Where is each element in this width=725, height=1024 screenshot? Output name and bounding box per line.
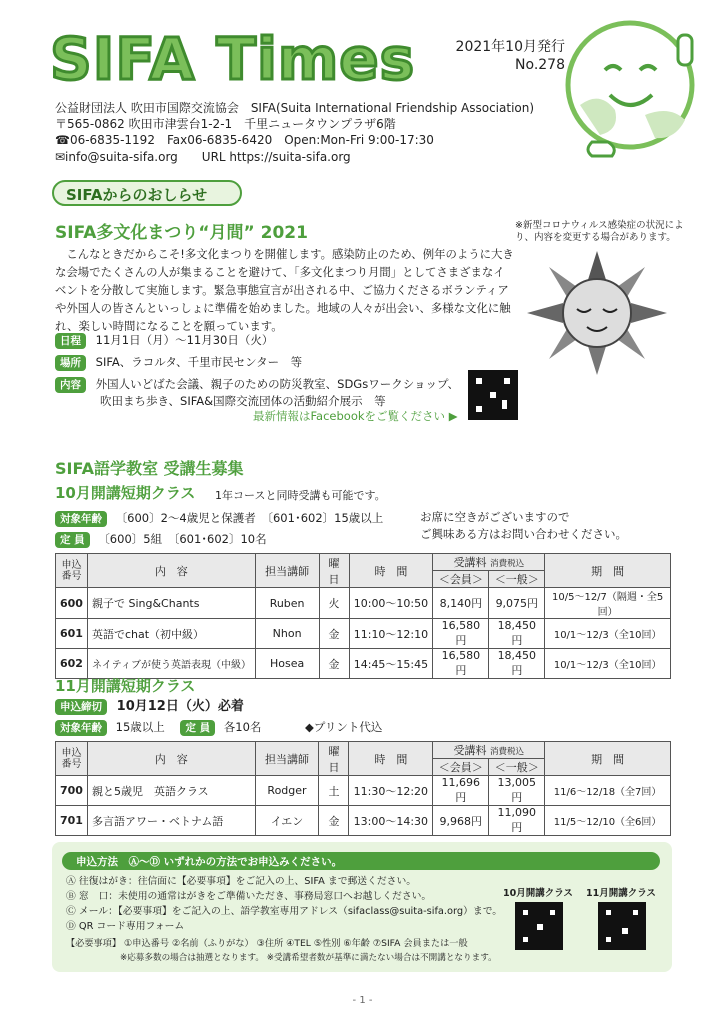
age-tag: 対象年齢 — [55, 511, 107, 527]
org-email-url: ✉info@suita-sifa.org URL https://suita-sifa.org — [55, 149, 351, 164]
org-address: 〒565-0862 吹田市津雲台1-2-1 千里ニュータウンプラザ6階 — [55, 117, 396, 132]
col-period: 期 間 — [545, 554, 671, 588]
logo: SIFA Times — [50, 25, 416, 93]
org-info — [55, 100, 534, 165]
qr-label-nov: 11月開講クラス — [586, 888, 656, 899]
nov-class-table — [55, 741, 671, 836]
capacity-value: 〔600〕5組 〔601･602〕10名 — [98, 532, 267, 546]
col-member: ＜会員＞ — [433, 571, 489, 588]
col-fee: 受講料 消費税込 — [433, 554, 545, 571]
sun-illustration-icon — [522, 248, 672, 378]
col-fee: 受講料 消費税込 — [433, 742, 545, 759]
col-member: ＜会員＞ — [433, 759, 489, 776]
date-tag: 日程 — [55, 333, 86, 349]
language-title: SIFA語学教室 受講生募集 — [55, 459, 244, 478]
capacity-tag: 定 員 — [180, 720, 215, 736]
capacity-tag: 定 員 — [55, 532, 90, 548]
required-items: 【必要事項】 ①申込番号 ②名前（ふりがな） ③住所 ④TEL ⑤性別 ⑥年齢 ⑦SIFA 会員または一般 — [66, 938, 468, 949]
col-day: 曜日 — [319, 742, 349, 776]
age-tag: 対象年齢 — [55, 720, 107, 736]
deadline-row — [55, 697, 244, 716]
place-tag: 場所 — [55, 355, 86, 371]
section-heading: SIFAからのおしらせ — [52, 180, 242, 206]
table-row: 701 多言語アワー・ベトナム語 イエン 金 13:00～14:30 9,968円 11,090円 11/5～12/10（全6回） — [56, 806, 671, 836]
table-row: 602 ネイティブが使う英語表現（中級） Hosea 金 14:45～15:45 16,580円 18,450円 10/1～12/3（全10回） — [56, 649, 671, 679]
table-row: 601 英語でchat（初中級） Nhon 金 11:10～12:10 16,580円 18,450円 10/1～12/3（全10回） — [56, 619, 671, 649]
print-fee-note: ◆プリント代込 — [305, 720, 383, 734]
col-period: 期 間 — [545, 742, 671, 776]
qr-code-icon[interactable] — [598, 902, 646, 950]
col-content: 内 容 — [87, 554, 255, 588]
content-line-2: 吹田まち歩き、SIFA&国際交流団体の活動紹介展示 等 — [100, 394, 386, 408]
oct-class-title: 10月開講短期クラス — [55, 484, 196, 502]
table-row: 600 親子で Sing&Chants Ruben 火 10:00～10:50 8,140円 9,075円 10/5～12/7（隔週・全5回） — [56, 588, 671, 619]
oct-class-subtitle: 1年コースと同時受講も可能です。 — [215, 489, 386, 502]
content-line-1: 外国人いどばた会議、親子のための防災教室、SDGsワークショップ、 — [95, 377, 460, 391]
col-day: 曜日 — [319, 554, 349, 588]
deadline-value: 10月12日（火）必着 — [116, 699, 244, 714]
age-value: 〔600〕2～4歳児と保護者 〔601･602〕15歳以上 — [115, 511, 384, 525]
content-tag: 内容 — [55, 377, 86, 393]
place-value: SIFA、ラコルタ、千里市民センター 等 — [95, 355, 303, 369]
content-row — [55, 375, 459, 393]
qr-code-icon[interactable] — [468, 370, 518, 420]
col-general: ＜一般＞ — [489, 759, 545, 776]
col-teacher: 担当講師 — [255, 554, 319, 588]
smiling-globe-mascot-icon — [560, 10, 700, 160]
deadline-tag: 申込締切 — [55, 699, 107, 715]
col-no: 申込番号 — [56, 742, 88, 776]
date-value: 11月1日（月）～11月30日（火） — [95, 333, 274, 347]
apply-method-bar: 申込方法 Ⓐ～Ⓓ いずれかの方法でお申込みください。 — [62, 852, 660, 870]
vacancy-note-1: お席に空きがございますので — [420, 510, 570, 524]
covid-note: ※新型コロナウィルス感染症の状況により、内容を変更する場合があります。 — [515, 220, 684, 243]
nov-class-title: 11月開講短期クラス — [55, 677, 196, 695]
facebook-link[interactable]: 最新情報はFacebookをご覧ください ▶ — [253, 409, 458, 423]
issue-date: 2021年10月発行 — [455, 39, 565, 55]
vacancy-note-2: ご興味ある方はお問い合わせください。 — [420, 527, 627, 541]
oct-capacity-row — [55, 530, 267, 548]
apply-method-postcard: Ⓐ 往復はがき：往信面に【必要事項】をご記入の上、SIFA まで郵送ください。 — [66, 876, 417, 887]
col-content: 内 容 — [87, 742, 255, 776]
apply-method-email: Ⓒ メール：【必要事項】をご記入の上、語学教室専用アドレス（sifaclass@suita-sifa.org）まで。 — [66, 906, 503, 917]
oct-class-table — [55, 553, 671, 679]
festival-description: こんなときだからこそ!多文化まつりを開催します。感染防止のため、例年のように大きな会場でたくさんの人が集まることを避けて、「多文化まつり月間」としてさまざまなイベントを分散して実施します。緊急事態宣言が出される中、ご協力くださるボランティアや外国人の皆さんといっしょに準備を始めました。地域の人々が出会い、多様な文化に触れ、楽しい時間になることを願っています。 — [55, 247, 514, 333]
qr-code-icon[interactable] — [515, 902, 563, 950]
issue-number: No.278 — [515, 57, 565, 73]
age-value: 15歳以上 — [115, 720, 165, 734]
col-no: 申込番号 — [56, 554, 88, 588]
col-time: 時 間 — [349, 554, 433, 588]
apply-method-counter: Ⓑ 窓 口：未使用の通常はがきをご準備いただき、事務局窓口へお越しください。 — [66, 891, 432, 902]
page-number: - 1 - — [352, 995, 373, 1006]
oct-age-row — [55, 509, 383, 527]
col-time: 時 間 — [349, 742, 433, 776]
col-teacher: 担当講師 — [255, 742, 319, 776]
org-phone: ☎06-6835-1192 Fax06-6835-6420 Open:Mon-Fri 9:00-17:30 — [55, 133, 434, 148]
date-row — [55, 331, 273, 349]
col-general: ＜一般＞ — [489, 571, 545, 588]
capacity-value: 各10名 — [223, 720, 262, 734]
lottery-note: ※応募多数の場合は抽選となります。 ※受講希望者数が基準に満たない場合は不開講となります。 — [120, 953, 497, 963]
table-row: 700 親と5歳児 英語クラス Rodger 土 11:30～12:20 11,696円 13,005円 11/6～12/18（全7回） — [56, 776, 671, 806]
qr-label-oct: 10月開講クラス — [503, 888, 573, 899]
org-line: 公益財団法人 吹田市国際交流協会 SIFA(Suita International Friendship Association) — [55, 101, 535, 115]
place-row — [55, 353, 302, 371]
nov-age-row — [55, 718, 261, 736]
apply-method-qr: Ⓓ QR コード専用フォーム — [66, 921, 185, 932]
festival-title: SIFA多文化まつり“月間” 2021 — [55, 223, 308, 243]
apply-methods — [66, 874, 506, 934]
